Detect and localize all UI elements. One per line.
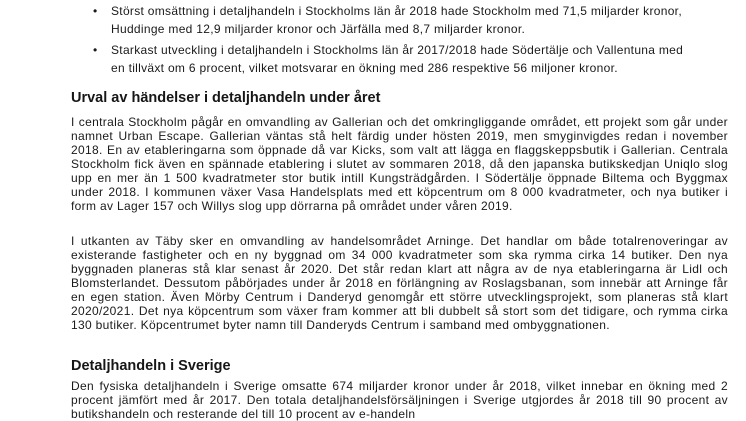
bullet-icon: • bbox=[93, 43, 98, 57]
bullet-text-growth: Starkast utveckling i detaljhandeln i Stockholms län år 2017/2018 hade Södertälje och Vallentuna med en tillväxt om 6 procent, vilket motsvarar en ökning med 286 respektive 56 miljoner kronor. bbox=[111, 43, 684, 75]
section-heading-sweden: Detaljhandeln i Sverige bbox=[71, 358, 231, 374]
paragraph-arninge: I utkanten av Täby sker en omvandling av handelsområdet Arninge. Det handlar om både totalrenoveringar av existerande fastigheter och en ny byggnad om 34 000 kvadratmeter som ska rymma cirka 14 butiker. Den nya byggnaden planeras stå klar senast år 2020. Det står redan klart att några av de nya etableringarna är Lidl och Blomsterlandet. Dessutom påbörjades under år 2018 en förlängning av Roslagsbanan, som innebär att Arninge får en egen station. Även Mörby Centrum i Danderyd genomgår ett större utvecklingsprojekt, som planeras stå klart 2020/2021. Det nya köpcentrum som växer fram kommer att bli dubbelt så stort som det tidigare, och rymma cirka 130 butiker. Köpcentrumet byter namn till Danderyds Centrum i samband med ombyggnationen. bbox=[71, 234, 728, 332]
list-item bbox=[93, 3, 700, 38]
paragraph-sweden-retail: Den fysiska detaljhandeln i Sverige omsatte 674 miljarder kronor under år 2018, vilket innebar en ökning med 2 procent jämfört med år 2017. Den totala detaljhandelsförsäljningen i Sverige utgjordes år 2018 till 90 procent av butikshandeln och resterande del till 10 procent av e-handeln bbox=[71, 379, 728, 421]
list-item bbox=[93, 42, 700, 77]
bullet-list bbox=[93, 0, 700, 81]
bullet-icon: • bbox=[93, 4, 98, 18]
paragraph-urban-escape: I centrala Stockholm pågår en omvandling av Gallerian och det omkringliggande området, ett projekt som går under namnet Urban Escape. Gallerian väntas stå helt färdig under hösten 2019, men smyginvigdes redan i november 2018. En av etableringarna som öppnade då var Kicks, som valt att lägga en flaggskeppsbutik i Gallerian. Centrala Stockholm fick även en spännade etablering i slutet av sommaren 2018, då den japanska butikskedjan Uniqlo slog upp en mer än 1 500 kvadratmeter stor butik intill Kungsträdgården. I Södertälje öppnade Biltema och Byggmax under 2018. I kommunen växer Vasa Handelsplats med ett köpcentrum om 8 000 kvadratmeter, och nya butiker i form av Lager 157 och Willys slog upp dörrarna på området under våren 2019. bbox=[71, 115, 728, 213]
section-heading-events: Urval av händelser i detaljhandeln under året bbox=[71, 90, 381, 106]
bullet-text-turnover: Störst omsättning i detaljhandeln i Stockholms län år 2018 hade Stockholm med 71,5 miljarder kronor, Huddinge med 12,9 miljarder kronor och Järfälla med 8,7 miljarder kronor. bbox=[111, 4, 682, 36]
